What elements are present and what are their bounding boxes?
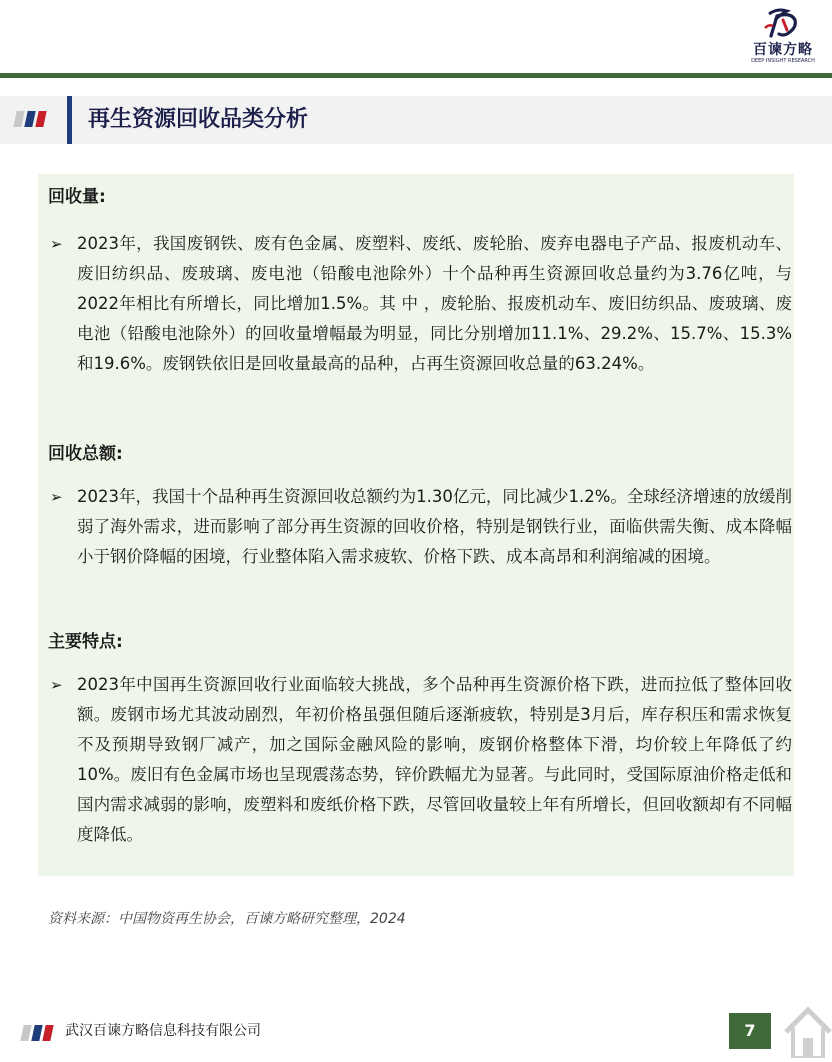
footer-flag-stripes xyxy=(22,1025,55,1041)
bullet-arrow-icon: ➢ xyxy=(50,676,63,694)
section-heading-volume: 回收量: xyxy=(48,187,106,207)
footer-company: 武汉百谏方略信息科技有限公司 xyxy=(65,1023,261,1039)
page-number: 7 xyxy=(729,1013,771,1049)
brand-name: 百谏方略 xyxy=(753,42,813,58)
section-heading-amount: 回收总额: xyxy=(48,444,123,464)
header-rule xyxy=(0,73,832,78)
bullet-arrow-icon: ➢ xyxy=(50,488,63,506)
paragraph-text: 2023年，我国十个品种再生资源回收总额约为1.30亿元，同比减少1.2%。全球经济增速的放缓削弱了海外需求，进而影响了部分再生资源的回收价格，特别是钢铁行业，面临供需失衡、成本降幅小于钢价降幅的困境，行业整体陷入需求疲软、价格下跌、成本高昂和利润缩减的困境。 xyxy=(77,487,792,566)
section-paragraph-features xyxy=(50,670,792,850)
section-heading-features: 主要特点: xyxy=(48,632,123,652)
logo-mark-icon xyxy=(761,6,805,42)
section-paragraph-volume xyxy=(50,229,792,379)
page-title: 再生资源回收品类分析 xyxy=(88,107,309,132)
paragraph-text: 2023年，我国废钢铁、废有色金属、废塑料、废纸、废轮胎、废弃电器电子产品、报废机动车、废旧纺织品、废玻璃、废电池（铅酸电池除外）十个品种再生资源回收总量约为3.76亿吨，与2022年相比有所增长，同比增加1.5%。其 中 ，废轮胎、报废机动车、废旧纺织品、废玻璃、废电池（铅酸电池除外）的回收量增幅最为明显，同比分别增加11.1%、29.2%、15.7%、15.3%和19.6%。废钢铁依旧是回收量最高的品种，占再生资源回收总量的63.24%。 xyxy=(77,234,792,373)
section-paragraph-amount xyxy=(50,482,792,572)
brand-subtitle: DEEP INSIGHT RESEARCH xyxy=(751,58,815,64)
bullet-arrow-icon: ➢ xyxy=(50,235,63,253)
title-flag-stripes xyxy=(15,111,48,127)
home-icon[interactable] xyxy=(782,998,832,1058)
title-accent-bar xyxy=(67,96,72,144)
brand-logo xyxy=(748,6,818,68)
source-note: 资料来源：中国物资再生协会，百谏方略研究整理，2024 xyxy=(48,911,406,927)
paragraph-text: 2023年中国再生资源回收行业面临较大挑战，多个品种再生资源价格下跌，进而拉低了整体回收额。废钢市场尤其波动剧烈，年初价格虽强但随后逐渐疲软，特别是3月后，库存积压和需求恢复不及预期导致钢厂减产，加之国际金融风险的影响，废钢价格整体下滑，均价较上年降低了约10%。废旧有色金属市场也呈现震荡态势，锌价跌幅尤为显著。与此同时，受国际原油价格走低和国内需求减弱的影响，废塑料和废纸价格下跌，尽管回收量较上年有所增长，但回收额却有不同幅度降低。 xyxy=(77,675,792,844)
